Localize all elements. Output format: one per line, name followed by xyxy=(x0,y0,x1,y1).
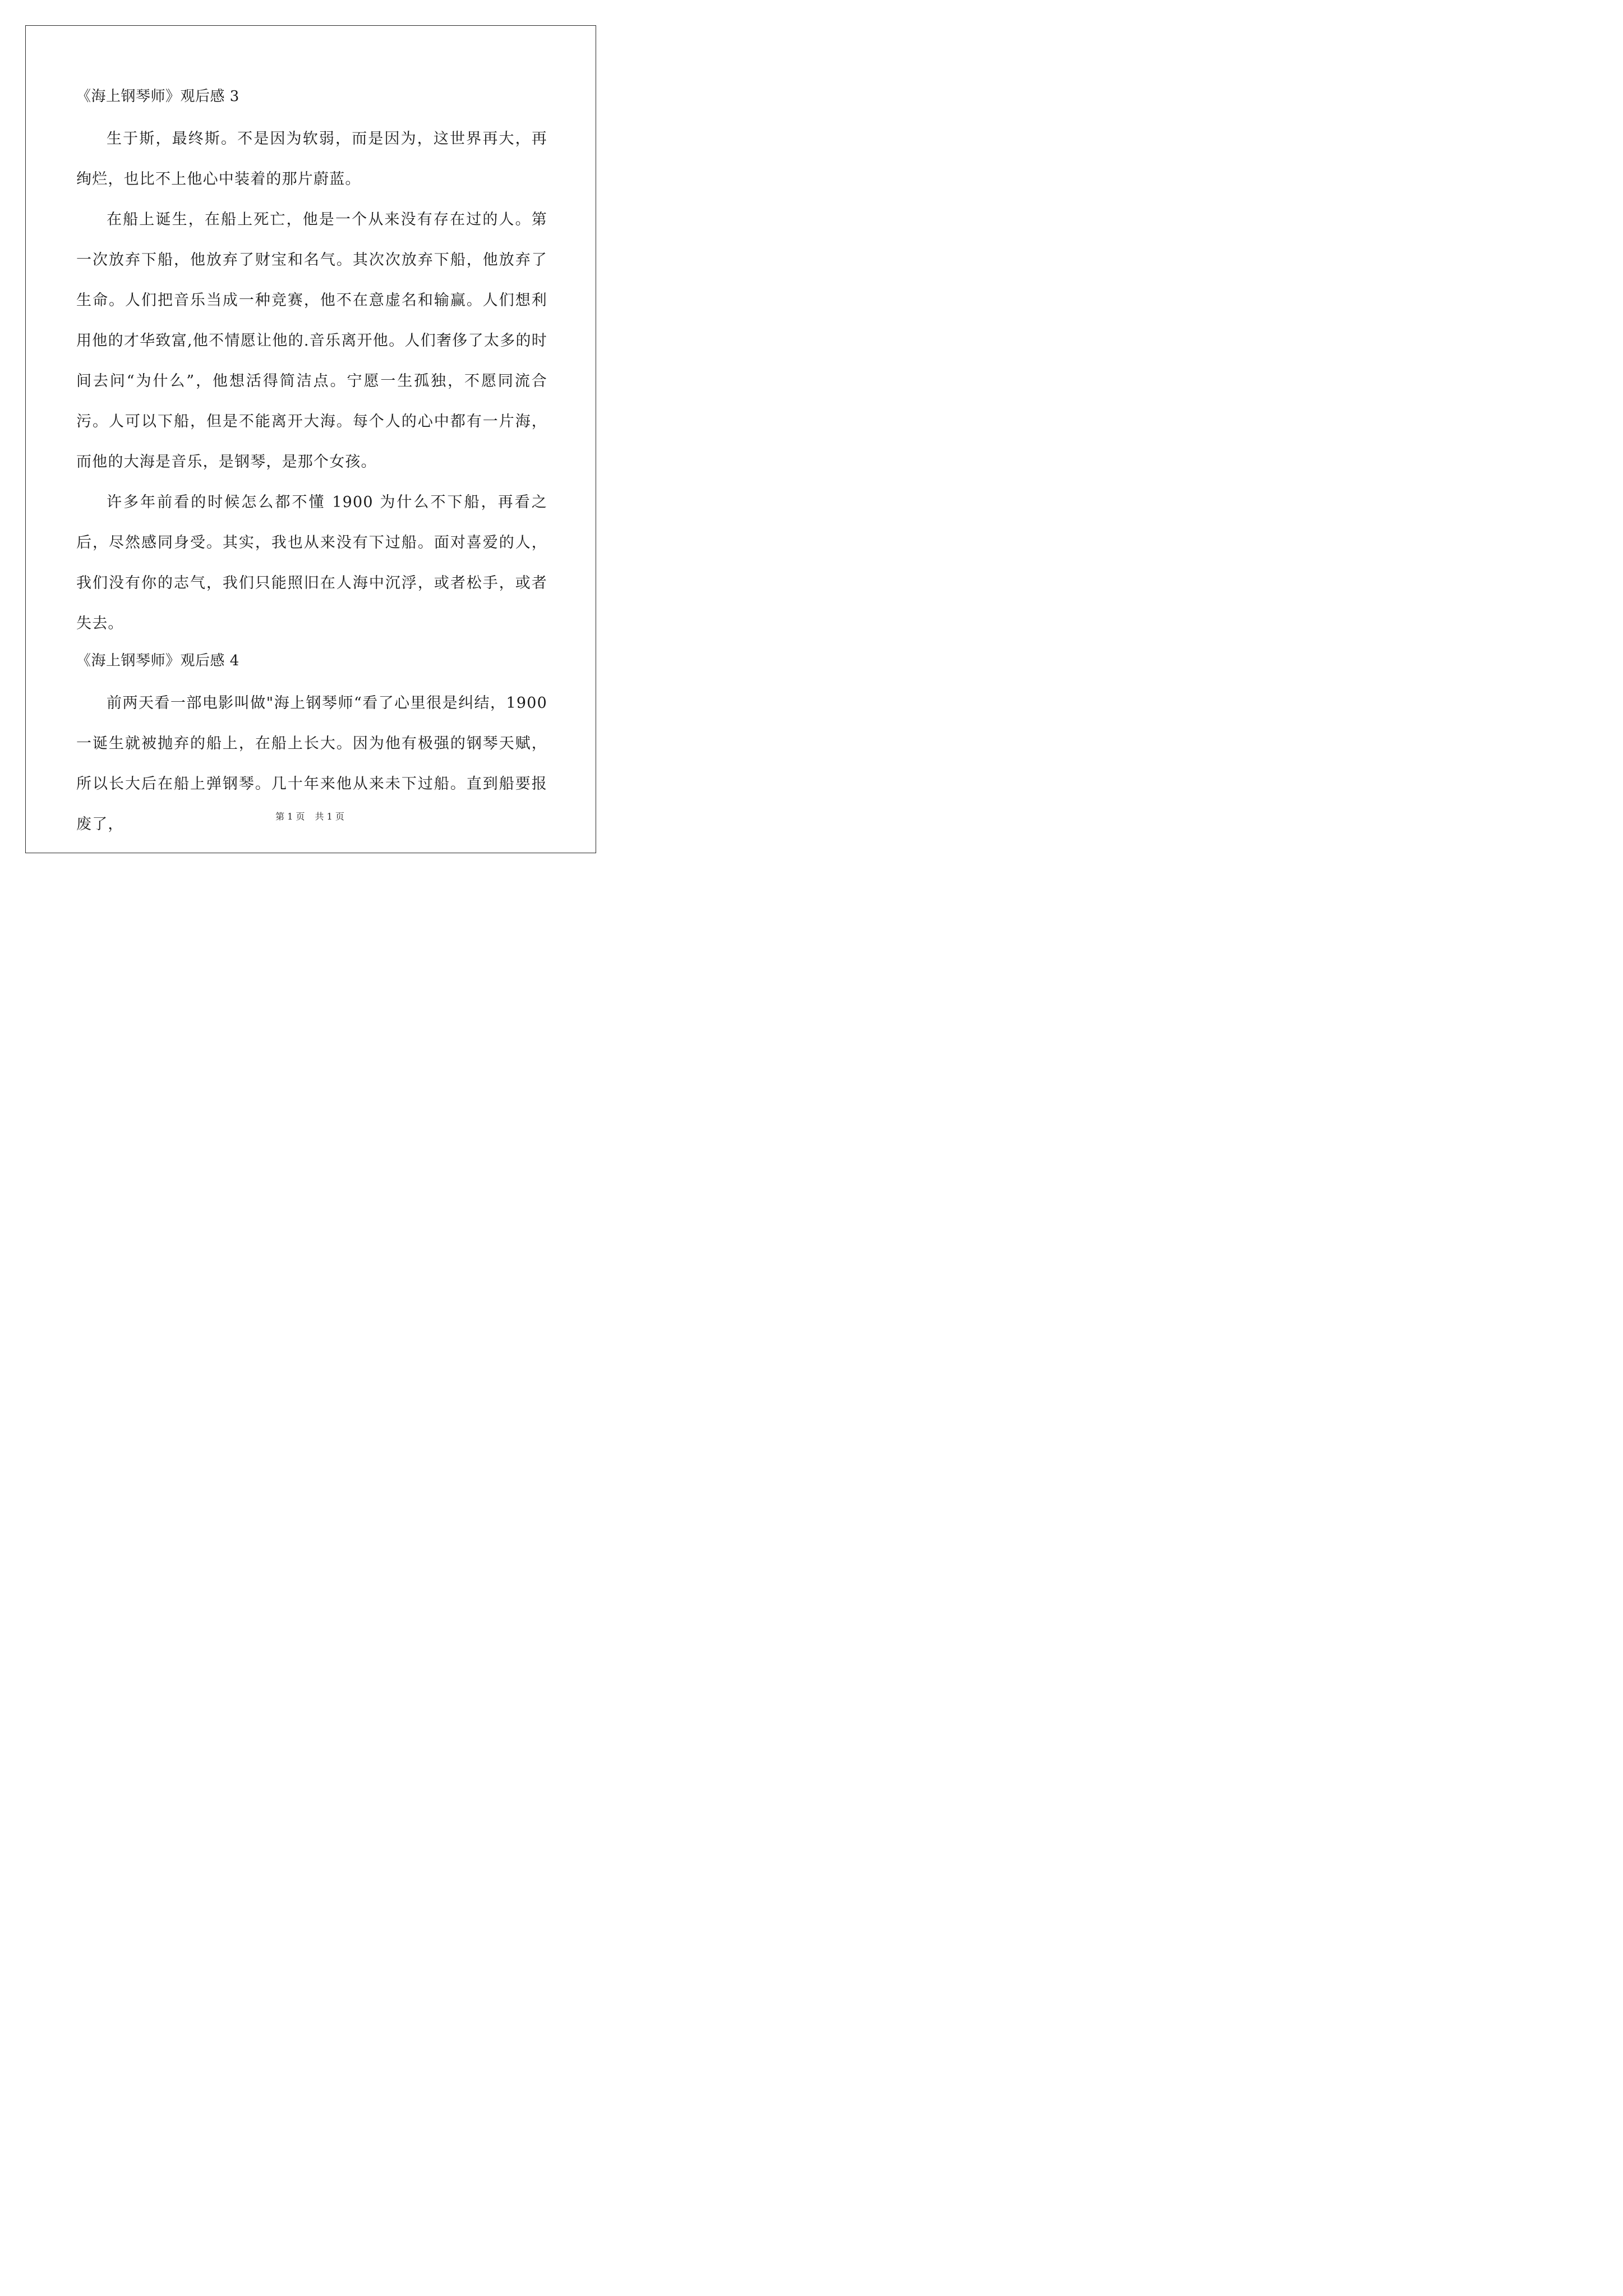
paragraph: 生于斯，最终斯。不是因为软弱，而是因为，这世界再大，再绚烂，也比不上他心中装着的那片蔚蓝。 xyxy=(76,130,547,188)
document-body xyxy=(76,80,547,845)
paragraph: 许多年前看的时候怎么都不懂 1900 为什么不下船，再看之后，尽然感同身受。其实，我也从来没有下过船。面对喜爱的人，我们没有你的志气，我们只能照旧在人海中沉浮，或者松手，或者失去。 xyxy=(76,494,547,632)
paragraph: 前两天看一部电影叫做"海上钢琴师“看了心里很是纠结，1900 一诞生就被抛弃的船上，在船上长大。因为他有极强的钢琴天赋，所以长大后在船上弹钢琴。几十年来他从来未下过船。直到船要报废了， xyxy=(76,694,547,833)
paragraph: 在船上诞生，在船上死亡，他是一个从来没有存在过的人。第一次放弃下船，他放弃了财宝和名气。其次次放弃下船，他放弃了生命。人们把音乐当成一种竞赛，他不在意虚名和输赢。人们想利用他的才华致富,他不情愿让他的.音乐离开他。人们奢侈了太多的时间去问“为什么”，他想活得简洁点。宁愿一生孤独，不愿同流合污。人可以下船，但是不能离开大海。每个人的心中都有一片海，而他的大海是音乐，是钢琴，是那个女孩。 xyxy=(76,211,547,471)
page-number: 第 1 页 xyxy=(275,811,305,822)
section-heading: 《海上钢琴师》观后感 4 xyxy=(76,652,239,669)
page-footer xyxy=(0,811,620,822)
section-heading: 《海上钢琴师》观后感 3 xyxy=(76,88,239,105)
page-total: 共 1 页 xyxy=(315,811,344,822)
